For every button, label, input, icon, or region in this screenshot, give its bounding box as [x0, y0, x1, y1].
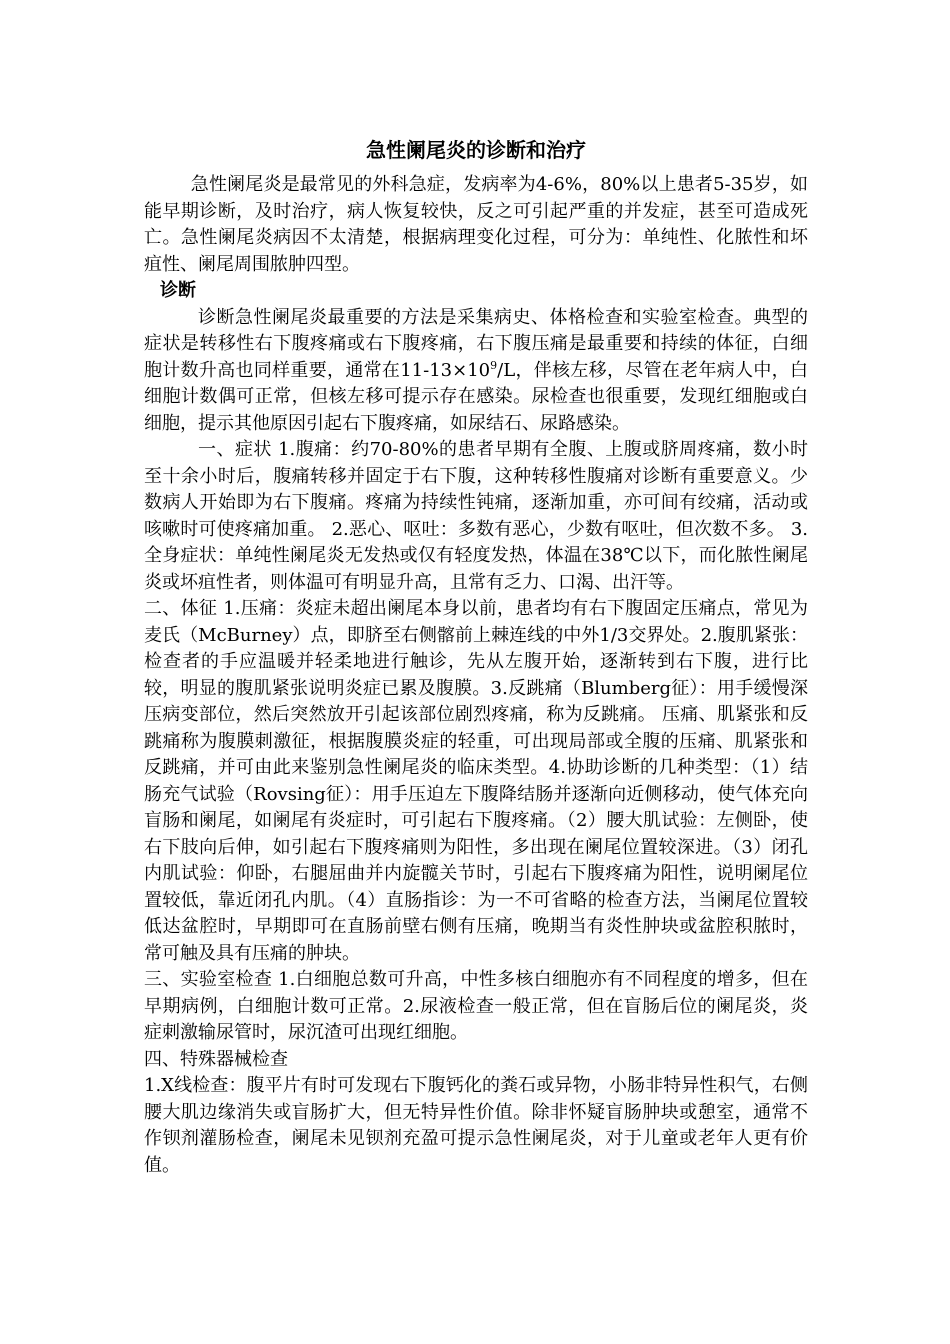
exponent: 9: [490, 358, 498, 372]
symptoms-paragraph: 一、症状 1.腹痛：约70-80%的患者早期有全腹、上腹或脐周疼痛，数小时至十余小时后，腹痛转移并固定于右下腹，这种转移性腹痛对诊断有重要意义。少数病人开始即为右下腹痛。疼痛为持续性钝痛，逐渐加重，亦可间有绞痛，活动或咳嗽时可使疼痛加重。 2.恶心、呕吐：多数有恶心，少数有呕吐，但次数不多。 3.全身症状：单纯性阑尾炎无发热或仅有轻度发热，体温在38℃以下，而化脓性阑尾炎或坏疽性者，则体温可有明显升高，且常有乏力、口渴、出汗等。: [144, 439, 808, 593]
intro-paragraph: 急性阑尾炎是最常见的外科急症，发病率为4-6%，80%以上患者5-35岁，如能早期诊断，及时治疗，病人恢复较快，反之可引起严重的并发症，甚至可造成死亡。急性阑尾炎病因不太清楚，根据病理变化过程，可分为：单纯性、化脓性和坏疽性、阑尾周围脓肿四型。: [144, 174, 808, 275]
diagnosis-paragraph: [144, 305, 808, 438]
document-title: 急性阑尾炎的诊断和治疗: [366, 138, 586, 162]
signs-paragraph: 二、体征 1.压痛：炎症未超出阑尾本身以前，患者均有右下腹固定压痛点，常见为麦氏（McBurney）点，即脐至右侧髂前上棘连线的中外1/3交界处。2.腹肌紧张：检查者的手应温暖并轻柔地进行触诊，先从左腹开始，逐渐转到右下腹，进行比较，明显的腹肌紧张说明炎症已累及腹膜。3.反跳痛（Blumberg征）：用手缓慢深压病变部位，然后突然放开引起该部位剧烈疼痛，称为反跳痛。 压痛、肌紧张和反跳痛称为腹膜刺激征，根据腹膜炎症的轻重，可出现局部或全腹的压痛、肌紧张和反跳痛，并可由此来鉴别急性阑尾炎的临床类型。4.协助诊断的几种类型：（1）结肠充气试验（Rovsing征）：用手压迫左下腹降结肠并逐渐向近侧移动，使气体充向盲肠和阑尾，如阑尾有炎症时，可引起右下腹疼痛。（2）腰大肌试验：左侧卧，使右下肢向后伸，如引起右下腹疼痛则为阳性，多出现在阑尾位置较深进。（3）闭孔内肌试验：仰卧，右腿屈曲并内旋髋关节时，引起右下腹疼痛为阳性，说明阑尾位置较低，靠近闭孔内肌。（4）直肠指诊：为一不可省略的检查方法，当阑尾位置较低达盆腔时，早期即可在直肠前壁右侧有压痛，晚期当有炎性肿块或盆腔积脓时，常可触及具有压痛的肿块。: [144, 598, 808, 964]
xray-paragraph: 1.X线检查：腹平片有时可发现右下腹钙化的粪石或异物，小肠非特异性积气，右侧腰大肌边缘消失或盲肠扩大，但无特异性价值。除非怀疑盲肠肿块或憩室，通常不作钡剂灌肠检查，阑尾未见钡剂充盈可提示急性阑尾炎，对于儿童或老年人更有价值。: [144, 1075, 808, 1176]
special-exam-heading: 四、特殊器械检查: [144, 1048, 288, 1070]
diagnosis-heading: 诊断: [160, 280, 196, 301]
document-page: [144, 136, 808, 1179]
diagnosis-text-part1: 诊断急性阑尾炎最重要的方法是采集病史、体格检查和实验室检查。典型的症状是转移性右下腹疼痛或右下腹疼痛，右下腹压痛是最重要和持续的体征，白细胞计数升高也同样重要，通常在11-13×10: [144, 306, 808, 381]
lab-paragraph: 三、实验室检查 1.白细胞总数可升高，中性多核白细胞亦有不同程度的增多，但在早期病例，白细胞计数可正常。2.尿液检查一般正常，但在盲肠后位的阑尾炎，炎症刺激输尿管时，尿沉渣可出现红细胞。: [144, 969, 808, 1043]
diagnosis-text-part2: /L，伴核左移，尽管在老年病人中，白细胞计数偶可正常，但核左移可提示存在感染。尿检查也很重要，发现红细胞或白细胞，提示其他原因引起右下腹疼痛，如尿结石、尿路感染。: [144, 359, 808, 434]
